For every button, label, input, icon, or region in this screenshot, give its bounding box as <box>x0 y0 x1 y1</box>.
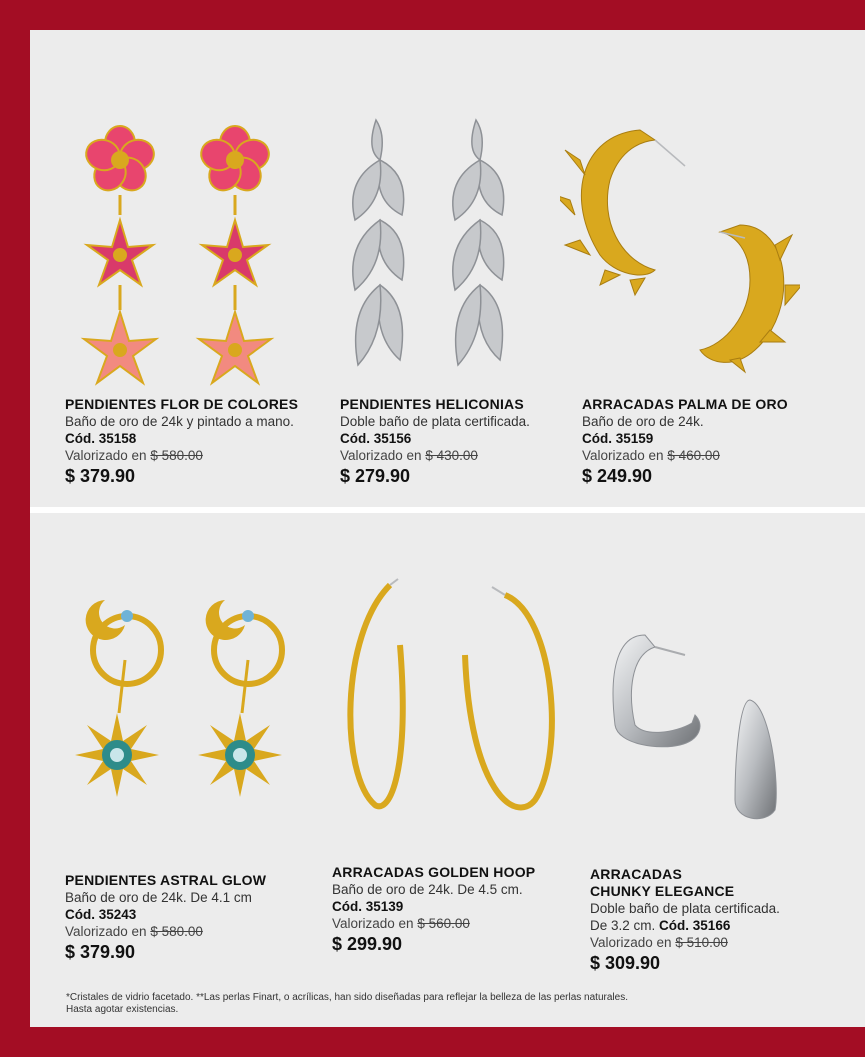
price: $ 379.90 <box>65 466 136 486</box>
footnote <box>66 992 826 1016</box>
product-info <box>590 866 840 974</box>
product-code: Cód. 35139 <box>332 899 404 914</box>
product-size: De 3.2 cm. <box>590 918 656 933</box>
valued-prefix: Valorizado en <box>65 448 147 463</box>
product-description: Baño de oro de 24k. <box>582 414 704 429</box>
valued-line <box>590 934 840 951</box>
product-code: Cód. 35166 <box>659 918 731 933</box>
product-info <box>332 864 582 955</box>
old-price: $ 580.00 <box>150 448 203 463</box>
product-code: Cód. 35158 <box>65 431 137 446</box>
valued-line <box>65 923 325 940</box>
product-name: PENDIENTES FLOR DE COLORES <box>65 396 299 412</box>
product-name: PENDIENTES ASTRAL GLOW <box>65 872 267 888</box>
product-description: Doble baño de plata certificada. <box>590 901 780 916</box>
valued-line <box>332 915 582 932</box>
catalog-panel <box>30 30 865 1027</box>
product-name-line1: ARRACADAS <box>590 866 683 882</box>
old-price: $ 460.00 <box>667 448 720 463</box>
valued-prefix: Valorizado en <box>582 448 664 463</box>
product-description: Baño de oro de 24k. De 4.5 cm. <box>332 882 523 897</box>
valued-prefix: Valorizado en <box>332 916 414 931</box>
price: $ 309.90 <box>590 953 661 973</box>
valued-prefix: Valorizado en <box>340 448 422 463</box>
price: $ 279.90 <box>340 466 411 486</box>
valued-line <box>65 447 335 464</box>
price: $ 249.90 <box>582 466 653 486</box>
valued-line <box>340 447 580 464</box>
product-info <box>65 396 335 487</box>
chunky-hoop-earrings-image <box>600 625 800 825</box>
old-price: $ 510.00 <box>675 935 728 950</box>
product-code: Cód. 35243 <box>65 907 137 922</box>
product-code: Cód. 35156 <box>340 431 412 446</box>
heliconia-earrings-image <box>330 110 530 380</box>
product-description-line2 <box>590 917 840 934</box>
product-description: Baño de oro de 24k. De 4.1 cm <box>65 890 252 905</box>
product-info <box>340 396 580 487</box>
product-info <box>65 872 325 963</box>
product-name: ARRACADAS GOLDEN HOOP <box>332 864 536 880</box>
palm-hoop-earrings-image <box>560 120 800 400</box>
old-price: $ 430.00 <box>425 448 478 463</box>
golden-hoop-earrings-image <box>330 575 580 845</box>
valued-prefix: Valorizado en <box>65 924 147 939</box>
valued-prefix: Valorizado en <box>590 935 672 950</box>
product-name: PENDIENTES HELICONIAS <box>340 396 524 412</box>
old-price: $ 580.00 <box>150 924 203 939</box>
valued-line <box>582 447 822 464</box>
price: $ 299.90 <box>332 934 403 954</box>
astral-earrings-image <box>65 585 305 815</box>
product-code: Cód. 35159 <box>582 431 654 446</box>
product-description: Doble baño de plata certificada. <box>340 414 530 429</box>
old-price: $ 560.00 <box>417 916 470 931</box>
footnote-line1: *Cristales de vidrio facetado. **Las perlas Finart, o acrílicas, han sido diseñadas para reflejar la belleza de las perlas naturales. <box>66 992 628 1003</box>
flower-earrings-image <box>65 115 315 395</box>
price: $ 379.90 <box>65 942 136 962</box>
product-info <box>582 396 822 487</box>
product-name: ARRACADAS PALMA DE ORO <box>582 396 788 412</box>
product-name-line2: CHUNKY ELEGANCE <box>590 883 735 899</box>
product-description: Baño de oro de 24k y pintado a mano. <box>65 414 294 429</box>
footnote-line2: Hasta agotar existencias. <box>66 1004 179 1015</box>
section-divider <box>30 507 865 513</box>
